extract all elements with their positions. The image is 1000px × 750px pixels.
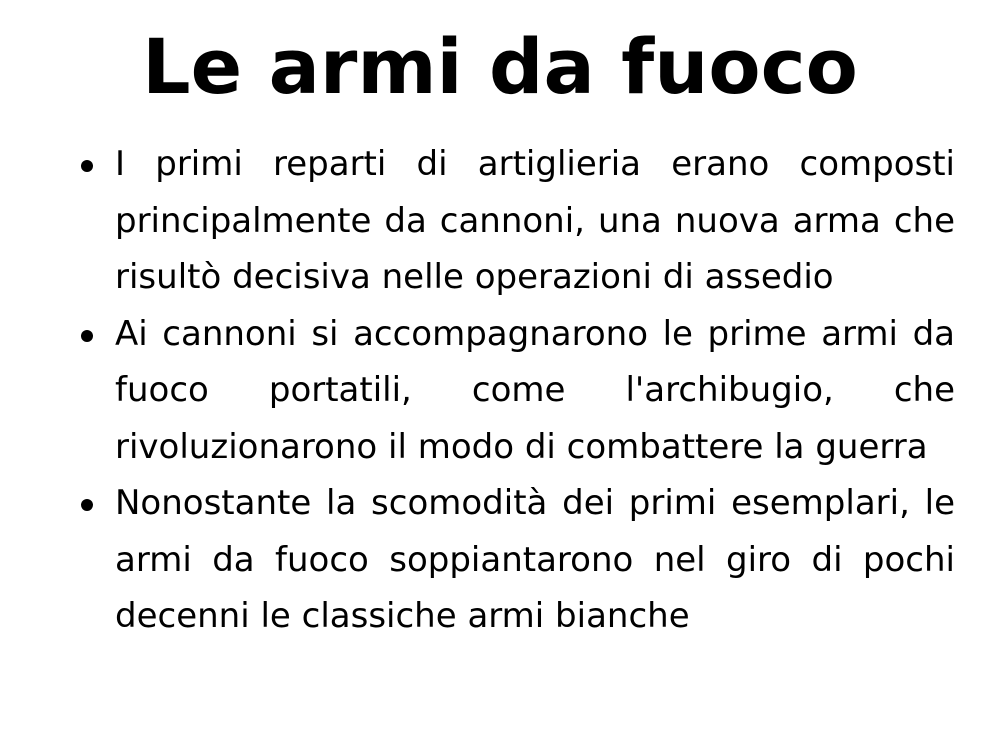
bullet-item <box>115 136 955 306</box>
bullet-dot-icon <box>81 330 93 342</box>
bullet-item <box>115 475 955 645</box>
bullet-dot-icon <box>81 160 93 172</box>
bullet-list <box>115 136 955 645</box>
bullet-text: Ai cannoni si accompagnarono le prime armi da fuoco portatili, come l'archibugio, che rivoluzionarono il modo di combattere la guerra <box>115 313 955 467</box>
bullet-item <box>115 306 955 476</box>
slide-title: Le armi da fuoco <box>142 22 858 111</box>
bullet-dot-icon <box>81 499 93 511</box>
bullet-text: Nonostante la scomodità dei primi esemplari, le armi da fuoco soppiantarono nel giro di pochi decenni le classiche armi bianche <box>115 483 955 636</box>
bullet-text: I primi reparti di artiglieria erano composti principalmente da cannoni, una nuova arma che risultò decisiva nelle operazioni di assedio <box>115 144 955 297</box>
